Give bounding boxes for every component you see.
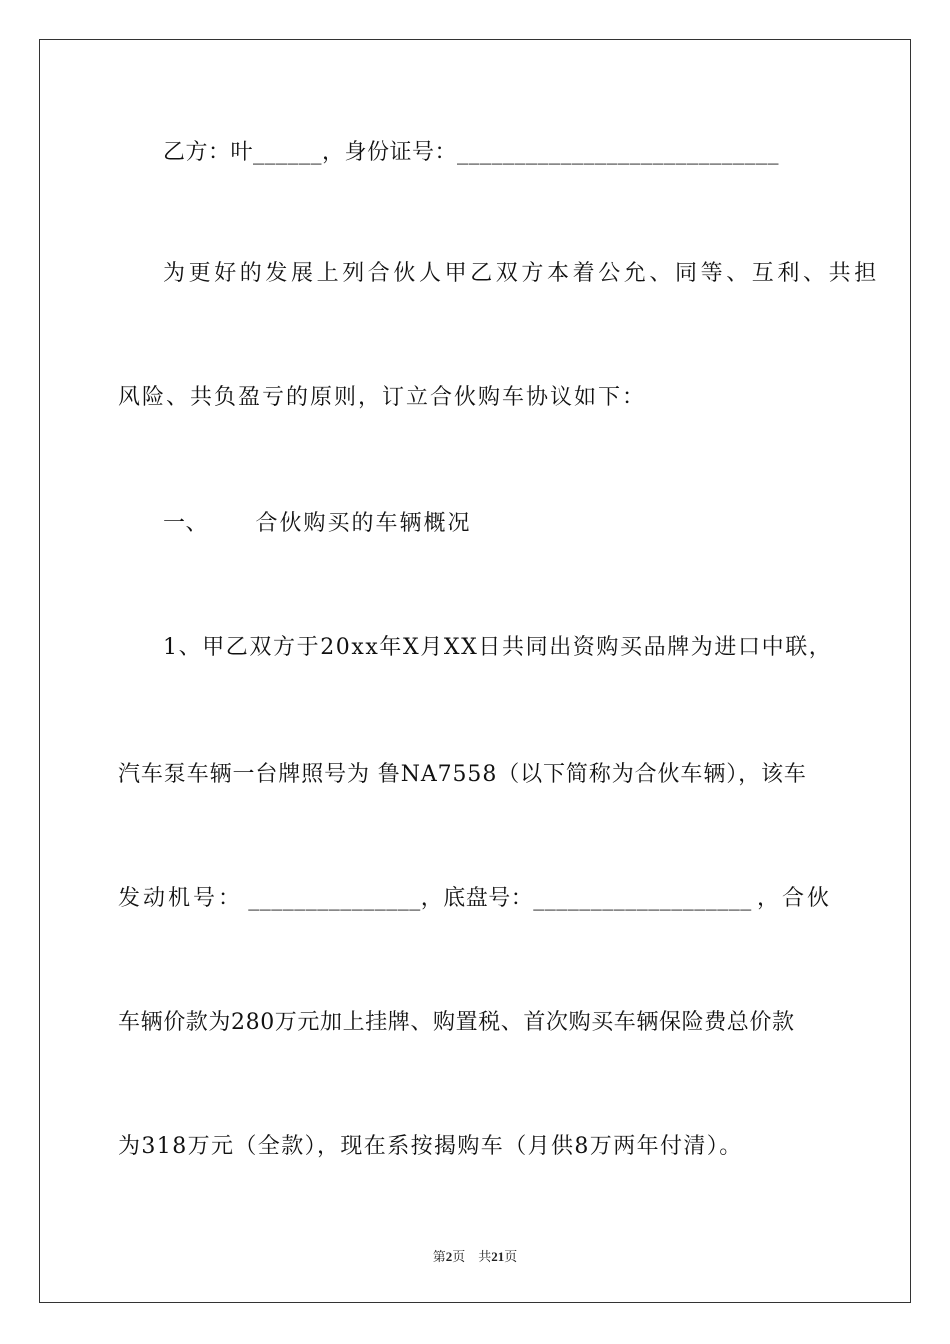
footer-total-pages: 21 bbox=[491, 1249, 505, 1264]
party-b-line: 乙方：叶______，身份证号：____________________________ bbox=[163, 140, 780, 165]
clause-1-line-5: 为318万元（全款），现在系按揭购车（月供8万两年付清）。 bbox=[118, 1134, 743, 1159]
footer-mid: 页 共 bbox=[452, 1249, 492, 1264]
engine-number-label: 发动机号： bbox=[118, 886, 244, 911]
section-heading bbox=[163, 509, 472, 539]
preamble-text-1: 为更好的发展上列合伙人甲乙双方本着公允、同等、互利、共担 bbox=[163, 261, 880, 286]
page-footer bbox=[0, 1246, 950, 1265]
clause-1-line-3 bbox=[118, 884, 832, 914]
engine-chassis-fields: _______________，底盘号：___________________ bbox=[248, 886, 752, 911]
section-number: 一、 bbox=[163, 511, 209, 536]
footer-prefix: 第 bbox=[432, 1249, 446, 1264]
preamble-line-2: 风险、共负盈亏的原则，订立合伙购车协议如下： bbox=[118, 385, 647, 410]
footer-suffix: 页 bbox=[504, 1249, 518, 1264]
footer-current-page: 2 bbox=[445, 1249, 453, 1264]
clause-1-line-1: 1、甲乙双方于20xx年X月XX日共同出资购买品牌为进口中联， bbox=[163, 635, 833, 660]
preamble-line-1 bbox=[163, 259, 880, 289]
clause-1-line-2: 汽车泵车辆一台牌照号为 鲁NA7558（以下简称为合伙车辆），该车 bbox=[118, 762, 807, 787]
partner-text: ，合伙 bbox=[756, 886, 832, 911]
page-border bbox=[39, 39, 911, 1303]
clause-1-line-4: 车辆价款为280万元加上挂牌、购置税、首次购买车辆保险费总价款 bbox=[118, 1010, 795, 1035]
section-title: 合伙购买的车辆概况 bbox=[255, 511, 472, 536]
